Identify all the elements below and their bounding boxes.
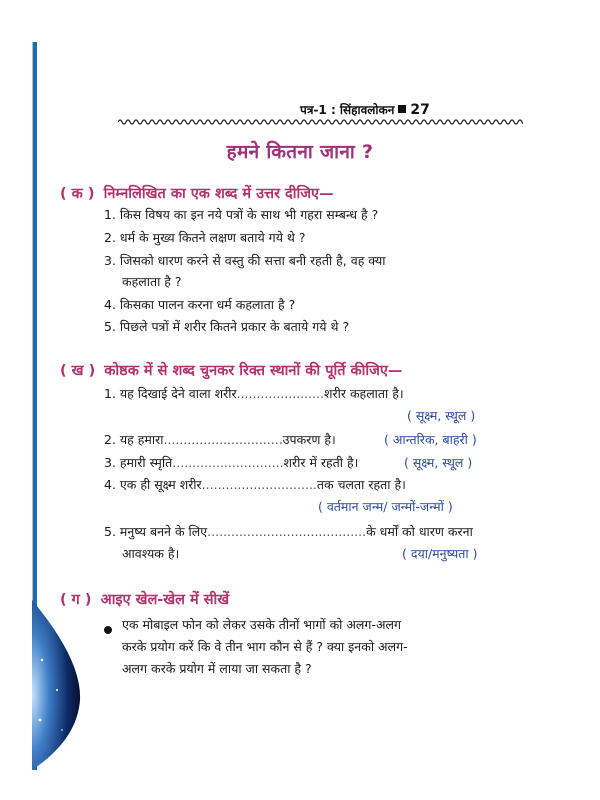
fill-blank-3 <box>104 454 358 471</box>
section-kh-heading <box>60 360 402 380</box>
section-g-title: आइए खेल-खेल में सीखें <box>100 592 230 608</box>
fill-blank-3-options: ( सूक्ष्म, स्थूल ) <box>404 455 473 470</box>
activity-paragraph <box>122 614 527 680</box>
fill-blank-5-text: 5. मनुष्य बनने के लिए <box>104 524 208 539</box>
fill-blank-4 <box>104 476 406 493</box>
section-g-marker: ( ग ) <box>60 592 92 608</box>
section-k-heading <box>60 183 334 203</box>
question-4: 4. किसका पालन करना धर्म कहलाता है ? <box>104 297 296 312</box>
wavy-divider <box>118 117 523 127</box>
fill-blank-5-tail: के धर्मों को धारण करना <box>366 524 473 539</box>
question-3: 3. जिसको धारण करने से वस्तु की सत्ता बनी रहती है, वह क्या <box>104 253 386 268</box>
fill-blank-2-tail: उपकरण है। <box>282 432 336 447</box>
bullet-icon <box>104 626 112 634</box>
blank-dots: ...................... <box>236 386 325 401</box>
fill-blank-5-options: ( दया/मनुष्यता ) <box>402 546 478 561</box>
section-kh-marker: ( ख ) <box>60 363 96 379</box>
section-k-title: निम्नलिखित का एक शब्द में उत्तर दीजिए— <box>103 186 334 202</box>
blank-dots: ........................................ <box>207 524 367 539</box>
fill-blank-1-options: ( सूक्ष्म, स्थूल ) <box>407 408 476 423</box>
header-square-icon <box>398 105 406 113</box>
blank-dots: ............................ <box>172 455 284 470</box>
blank-dots: .............................. <box>163 432 283 447</box>
fill-blank-2-text: 2. यह हमारा <box>104 432 164 447</box>
fill-blank-4-text: 4. एक ही सूक्ष्म शरीर <box>104 477 202 492</box>
fill-blank-3-tail: शरीर में रहती है। <box>283 455 359 470</box>
fill-blank-1-text: 1. यह दिखाई देने वाला शरीर <box>104 386 237 401</box>
blank-dots: ............................. <box>201 477 317 492</box>
activity-line: अलग करके प्रयोग में लाया जा सकता है ? <box>122 661 312 676</box>
fill-blank-1-tail: शरीर कहलाता है। <box>324 386 404 401</box>
fill-blank-4-tail: तक चलता रहता है। <box>316 477 406 492</box>
page-number: 27 <box>410 102 430 118</box>
header-title: पत्र-1 : सिंहावलोकन <box>300 103 395 117</box>
question-5: 5. पिछले पत्रों में शरीर कितने प्रकार के बताये गये थे ? <box>104 319 350 334</box>
question-1: 1. किस विषय का इन नये पत्रों के साथ भी गहरा सम्बन्ध है ? <box>104 207 379 222</box>
fill-blank-2-options: ( आन्तरिक, बाहरी ) <box>384 432 477 447</box>
fill-blank-1 <box>104 385 404 402</box>
question-3-continued: कहलाता है ? <box>122 274 182 289</box>
section-g-heading <box>60 589 229 609</box>
fill-blank-5-continued: आवश्यक है। <box>122 546 180 561</box>
question-2: 2. धर्म के मुख्य कितने लक्षण बताये गये थे ? <box>104 230 306 245</box>
fill-blank-2 <box>104 431 336 448</box>
running-header <box>300 101 430 118</box>
section-kh-title: कोष्ठक में से शब्द चुनकर रिक्त स्थानों की पूर्ति कीजिए— <box>104 363 403 379</box>
fill-blank-4-options: ( वर्तमान जन्म/ जन्मों-जन्मों ) <box>318 499 453 514</box>
section-k-marker: ( क ) <box>60 186 95 202</box>
starfield-decoration <box>32 600 82 770</box>
activity-line: करके प्रयोग करें कि वे तीन भाग कौन से हैं ? क्या इनको अलग- <box>122 639 408 654</box>
page-title: हमने कितना जाना ? <box>226 141 374 163</box>
fill-blank-5 <box>104 523 473 540</box>
fill-blank-3-text: 3. हमारी स्मृति <box>104 455 173 470</box>
activity-line: एक मोबाइल फोन को लेकर उसके तीनों भागों को अलग-अलग <box>122 617 402 632</box>
